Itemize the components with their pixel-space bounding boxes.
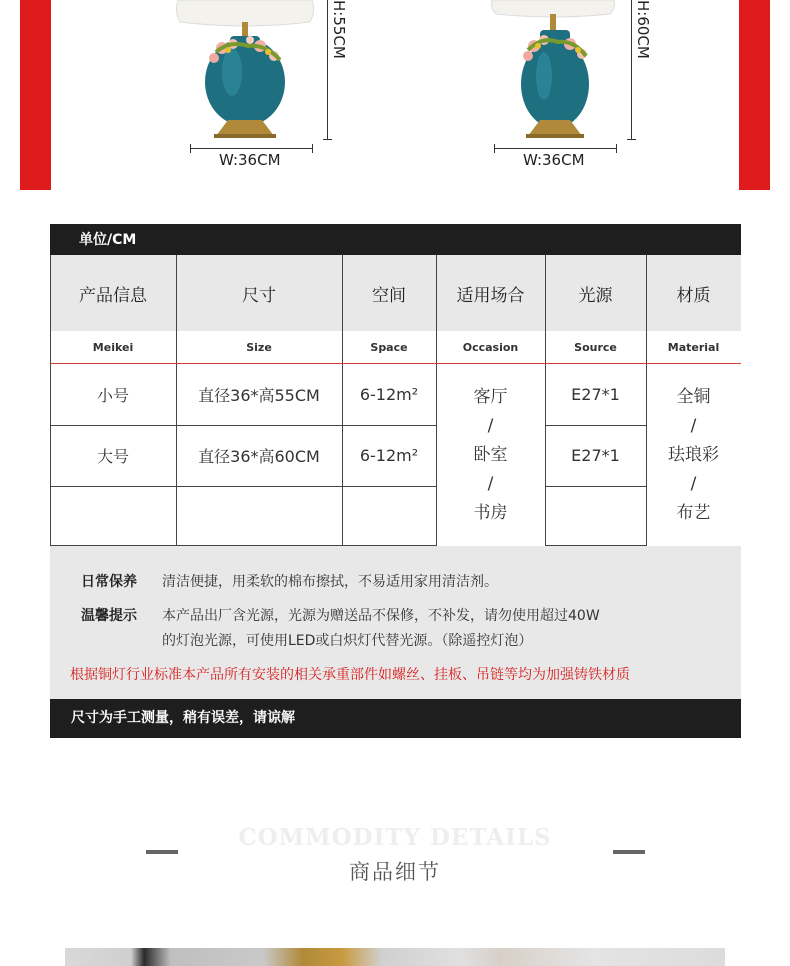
occasion-separator: / [487,415,494,436]
material-merged-cell [646,364,741,546]
grid-line [342,255,343,546]
height-label-large: H:60CM [634,0,652,59]
notes-section [50,546,741,699]
care-label: 日常保养 [81,574,137,590]
detail-photo [65,948,725,966]
grid-line [50,425,436,426]
width-label-small: W:36CM [219,151,281,169]
occasion-separator: / [487,473,494,494]
spec-grid [50,255,741,546]
width-dimension-line [494,148,617,149]
subheader-size: Size [176,331,342,363]
row-small-size: 直径36*高55CM [176,364,342,425]
header-divider-red [50,363,741,364]
material-item: 布艺 [676,502,711,523]
material-separator: / [690,473,697,494]
subheader-occasion: Occasion [436,331,545,363]
header-material: 材质 [646,255,741,331]
header-product-info: 产品信息 [50,255,176,331]
tip-text-line1: 本产品出厂含光源，光源为赠送品不保修，不补发，请勿使用超过40W [162,608,600,624]
header-source: 光源 [545,255,646,331]
unit-label: 单位/CM [79,232,137,248]
occasion-item: 客厅 [473,386,508,407]
tip-label: 温馨提示 [81,608,137,624]
row-small-source: E27*1 [545,364,646,425]
height-label-small: H:55CM [330,0,348,59]
material-separator: / [690,415,697,436]
grid-line [545,255,546,546]
height-dimension-line [327,0,328,140]
grid-line [50,486,436,487]
row-large-name: 大号 [50,425,176,486]
title-dash-left [146,850,178,854]
grid-line [545,425,646,426]
spec-table [50,224,741,738]
row-empty-cell [342,486,436,546]
occasion-merged-cell [436,364,545,546]
details-bg-title: COMMODITY DETAILS [238,824,552,851]
material-item: 全铜 [676,386,711,407]
subheader-space: Space [342,331,436,363]
height-dimension-line [631,0,632,140]
warning-text: 根据铜灯行业标准本产品所有安装的相关承重部件如螺丝、挂板、吊链等均为加强铸铁材质 [70,667,630,683]
row-large-space: 6-12m² [342,425,436,486]
lamp-large-image [478,0,628,140]
row-large-source: E27*1 [545,425,646,486]
lamp-small-image [170,0,320,140]
row-small-space: 6-12m² [342,364,436,425]
grid-line [50,255,51,546]
spec-header-bar [50,224,741,255]
subheader-source: Source [545,331,646,363]
grid-line [646,255,647,546]
details-title: 商品细节 [349,860,441,884]
occasion-item: 卧室 [473,444,508,465]
subheader-material: Material [646,331,741,363]
row-empty-cell [50,486,176,546]
title-dash-right [613,850,645,854]
row-empty-cell [545,486,646,546]
row-small-name: 小号 [50,364,176,425]
occasion-item: 书房 [473,502,508,523]
width-label-large: W:36CM [523,151,585,169]
row-empty-cell [176,486,342,546]
grid-line [545,486,646,487]
grid-line [436,255,437,546]
header-space: 空间 [342,255,436,331]
measurement-note: 尺寸为手工测量，稍有误差，请谅解 [71,710,295,726]
width-dimension-line [190,148,313,149]
subheader-meikei: Meikei [50,331,176,363]
grid-line [176,255,177,546]
material-item: 珐琅彩 [668,444,719,465]
header-occasion: 适用场合 [436,255,545,331]
decorative-red-bar-right [739,0,770,190]
care-text: 清洁便捷，用柔软的棉布擦拭，不易适用家用清洁剂。 [162,574,498,590]
measurement-footer [50,699,741,738]
header-size: 尺寸 [176,255,342,331]
tip-text-line2: 的灯泡光源，可使用LED或白炽灯代替光源。（除遥控灯泡） [162,633,533,649]
decorative-red-bar-left [20,0,51,190]
row-large-size: 直径36*高60CM [176,425,342,486]
